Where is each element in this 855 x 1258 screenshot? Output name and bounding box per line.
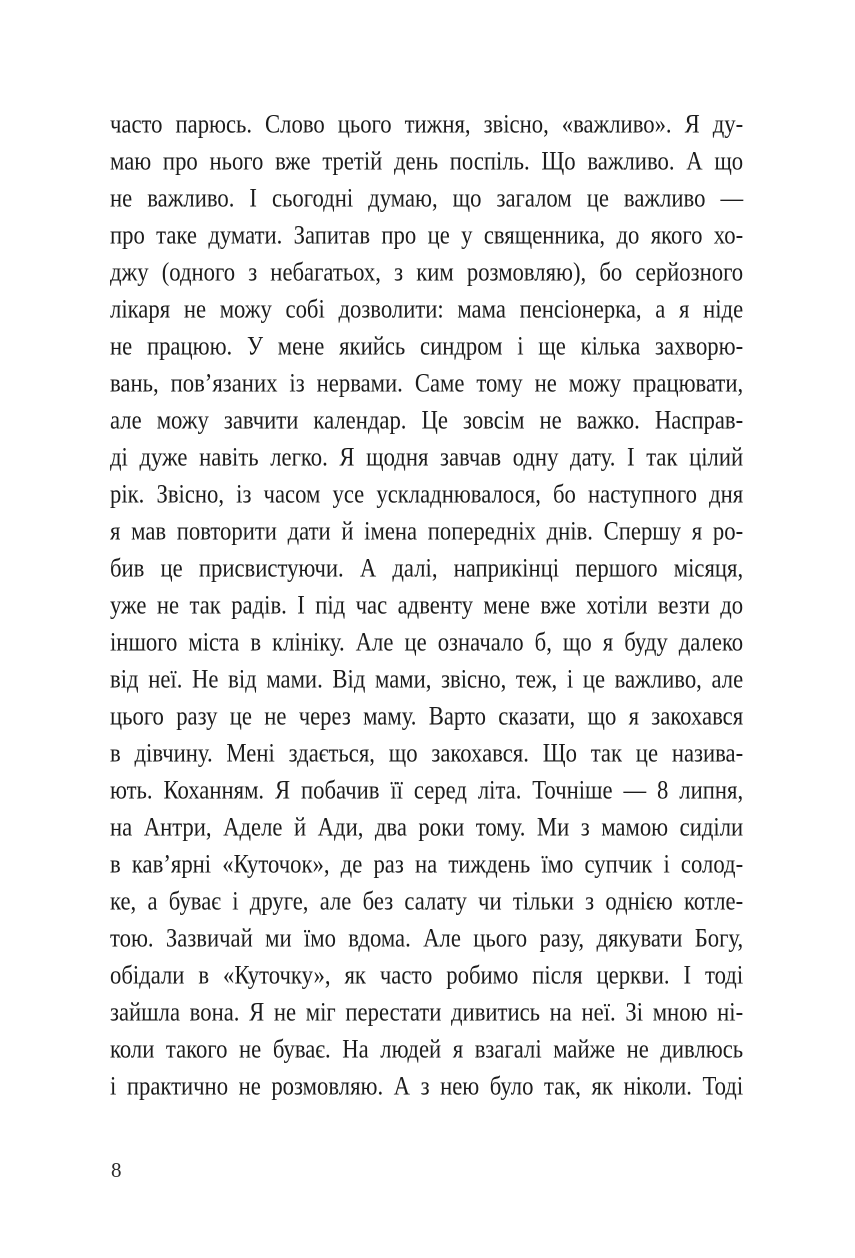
text-line: уже не так радів. І під час адвенту мене вже хотіли везти до [110, 591, 744, 620]
text-line: цього разу це не через маму. Варто сказати, що я закохався [110, 702, 744, 731]
text-line: ють. Коханням. Я побачив її серед літа. Точніше — 8 липня, [110, 776, 744, 805]
text-line: не важливо. І сьогодні думаю, що загалом це важливо — [110, 184, 744, 213]
text-line: зайшла вона. Я не міг перестати дивитись на неї. Зі мною ні- [110, 998, 744, 1027]
text-line: рік. Звісно, із часом усе ускладнювалося, бо наступного дня [110, 480, 744, 509]
text-line: на Антри, Аделе й Ади, два роки тому. Ми з мамою сиділи [110, 813, 744, 842]
text-line: ді дуже навіть легко. Я щодня завчав одну дату. І так цілий [110, 443, 744, 472]
text-line: лікаря не можу собі дозволити: мама пенсіонерка, а я ніде [110, 295, 744, 324]
text-line: маю про нього вже третій день поспіль. Що важливо. А що [110, 147, 744, 176]
text-line: ке, а буває і друге, але без салату чи тільки з однією котле- [110, 887, 744, 916]
text-line: коли такого не буває. На людей я взагалі майже не дивлюсь [110, 1035, 744, 1064]
text-line: в кав’ярні «Куточок», де раз на тиждень їмо супчик і солод- [110, 850, 744, 879]
text-line: бив це присвистуючи. А далі, наприкінці першого місяця, [110, 554, 744, 583]
text-line: але можу завчити календар. Це зовсім не важко. Насправ- [110, 406, 744, 435]
text-line: часто парюсь. Слово цього тижня, звісно, «важливо». Я ду- [110, 110, 744, 139]
text-line: від неї. Не від мами. Від мами, звісно, теж, і це важливо, але [110, 665, 744, 694]
text-line: обідали в «Куточку», як часто робимо після церкви. І тоді [110, 961, 744, 990]
text-line: і практично не розмовляю. А з нею було так, як ніколи. Тоді [110, 1072, 744, 1101]
text-line: я мав повторити дати й імена попередніх днів. Спершу я ро- [110, 517, 744, 546]
page-number: 8 [111, 1158, 122, 1182]
text-line: джу (одного з небагатьох, з ким розмовляю), бо серйозного [110, 258, 744, 287]
text-line: тою. Зазвичай ми їмо вдома. Але цього разу, дякувати Богу, [110, 924, 744, 953]
body-text-block [110, 107, 780, 1106]
text-line: не працюю. У мене якийсь синдром і ще кілька захворю- [110, 332, 744, 361]
text-line: про таке думати. Запитав про це у священника, до якого хо- [110, 221, 744, 250]
text-line: іншого міста в клініку. Але це означало б, що я буду далеко [110, 628, 744, 657]
text-line: в дівчину. Мені здається, що закохався. Що так це назива- [110, 739, 744, 768]
text-line: вань, пов’язаних із нервами. Саме тому не можу працювати, [110, 369, 744, 398]
